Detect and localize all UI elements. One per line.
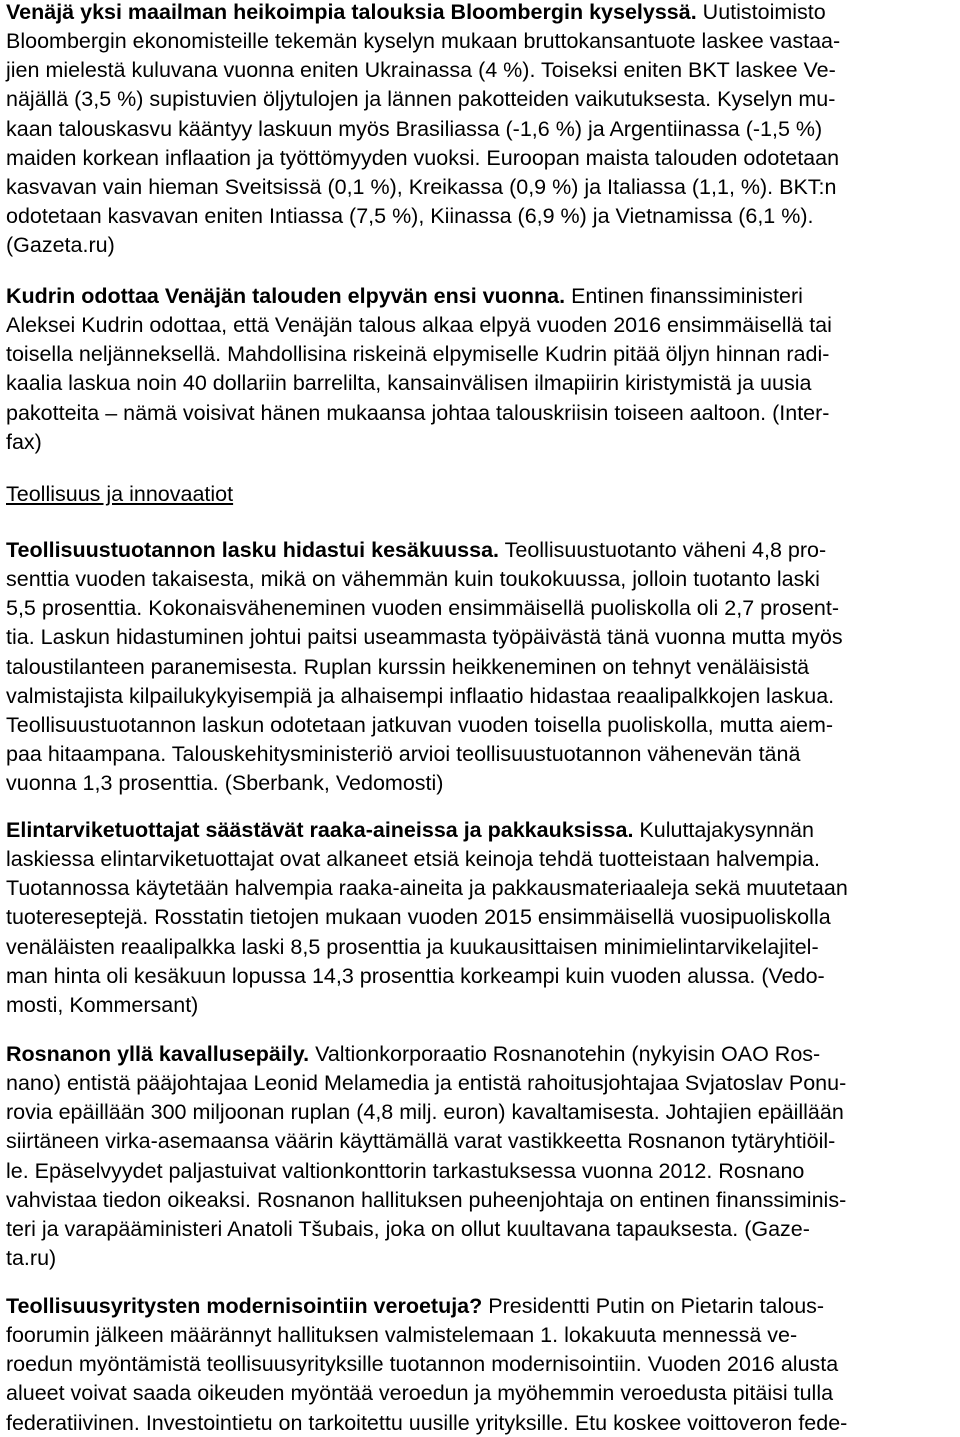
text-line [6, 1186, 846, 1214]
text-line [6, 1157, 804, 1185]
text-line [6, 428, 42, 456]
body-text: maiden korkean inflaation ja työttömyyden vuoksi. Euroopan maista talouden odotetaan [6, 145, 840, 170]
text-line [6, 1409, 847, 1437]
body-text: Aleksei Kudrin odottaa, että Venäjän talous alkaa elpyä vuoden 2016 ensimmäisellä tai [6, 313, 832, 338]
text-line [6, 711, 833, 739]
text-line [6, 874, 848, 902]
text-line [6, 231, 115, 259]
text-line [6, 903, 831, 931]
body-text: Tuotannossa käytetään halvempia raaka-aineita ja pakkausmateriaaleja sekä muutetaan [6, 876, 848, 901]
body-text: tia. Laskun hidastuminen johtui paitsi useammasta työpäivästä tänä vuonna mutta myös [6, 625, 843, 650]
text-line [6, 480, 233, 508]
text-line [6, 1098, 844, 1126]
text-line [6, 682, 834, 710]
body-text: 5,5 prosenttia. Kokonaisväheneminen vuoden ensimmäisellä puoliskolla oli 2,7 prosent- [6, 596, 840, 621]
headline: Elintarviketuottajat säästävät raaka-aineissa ja pakkauksissa. [6, 818, 634, 842]
body-text: fax) [6, 429, 42, 454]
text-line [6, 0, 826, 26]
headline: Kudrin odottaa Venäjän talouden elpyvän ensi vuonna. [6, 284, 566, 308]
body-text: kasvavan vain hieman Sveitsissä (0,1 %), Kreikassa (0,9 %) ja Italiassa (1,1, %). BKT:n [6, 174, 837, 199]
body-text: Teollisuustuotanto väheni 4,8 pro- [499, 538, 827, 562]
body-text: paa hitaampana. Talouskehitysministeriö arvioi teollisuustuotannon vähenevän tänä [6, 742, 801, 767]
text-line [6, 369, 811, 397]
body-text: Entinen finanssiministeri [565, 284, 803, 308]
body-text: taloustilanteen paranemisesta. Ruplan kurssin heikkeneminen on tehnyt venäläisistä [6, 654, 810, 679]
body-text: Bloombergin ekonomisteille tekemän kyselyn mukaan bruttokansantuote laskee vastaa- [6, 29, 841, 54]
text-line [6, 1350, 838, 1378]
body-text: (Gazeta.ru) [6, 233, 115, 258]
text-line [6, 740, 800, 768]
text-line [6, 565, 820, 593]
body-text: Teollisuustuotannon laskun odotetaan jatkuvan vuoden toisella puoliskolla, mutta aiem- [6, 712, 834, 737]
text-line [6, 1040, 820, 1068]
body-text: vuonna 1,3 prosenttia. (Sberbank, Vedomosti) [6, 771, 444, 796]
text-line [6, 816, 814, 844]
text-line [6, 1215, 810, 1243]
body-text: venäläisten reaalipalkka laski 8,5 prosenttia ja kuukausittaisen minimielintarvikelajitel- [6, 934, 819, 959]
body-text: pakotteita – nämä voisivat hänen mukaansa johtaa talouskriisin toiseen aaltoon. (Inter- [6, 400, 830, 425]
body-text: siirtäneen virka-asemaansa väärin käyttämällä varat vastikkeetta Rosnanon tytäryhtiöil- [6, 1129, 836, 1154]
body-text: mosti, Kommersant) [6, 992, 199, 1017]
body-text: toisella neljänneksellä. Mahdollisina riskeinä elpymiselle Kudrin pitää öljyn hinnan radi- [6, 342, 830, 367]
text-line [6, 85, 835, 113]
text-line [6, 202, 813, 230]
body-text: foorumin jälkeen määrännyt hallituksen valmistelemaan 1. lokakuuta mennessä ve- [6, 1323, 798, 1348]
body-text: tuotereseptejä. Rosstatin tietojen mukaan vuoden 2015 ensimmäisellä vuosipuoliskolla [6, 905, 831, 930]
body-text: man hinta oli kesäkuun lopussa 14,3 prosenttia korkeampi kuin vuoden alussa. (Vedo- [6, 963, 825, 988]
body-text: rovia epäillään 300 miljoonan ruplan (4,8 milj. euron) kavaltamisesta. Johtajien epäillään [6, 1100, 844, 1125]
headline: Rosnanon yllä kavallusepäily. [6, 1042, 310, 1066]
body-text: Uutistoimisto [696, 0, 826, 24]
text-line [6, 845, 820, 873]
text-line [6, 1379, 833, 1407]
body-text: valmistajista kilpailukykyisempiä ja alhaisempi inflaatio hidastaa reaalipalkkojen laskua. [6, 683, 835, 708]
text-line [6, 340, 829, 368]
body-text: roedun myöntämistä teollisuusyrityksille tuotannon modernisointiin. Vuoden 2016 alusta [6, 1352, 839, 1377]
body-text: odotetaan kasvavan eniten Intiassa (7,5 %), Kiinassa (6,9 %) ja Vietnamissa (6,1 %). [6, 204, 814, 229]
section-heading: Teollisuus ja innovaatiot [6, 482, 234, 506]
body-text: Presidentti Putin on Pietarin talous- [482, 1294, 825, 1318]
text-line [6, 1244, 56, 1272]
body-text: vahvistaa tiedon oikeaksi. Rosnanon hallituksen puheenjohtaja on entinen finanssiminis- [6, 1187, 847, 1212]
text-line [6, 594, 839, 622]
body-text: senttia vuoden takaisesta, mikä on vähemmän kuin toukokuussa, jolloin tuotanto laski [6, 567, 820, 592]
text-line [6, 962, 825, 990]
text-line [6, 991, 198, 1019]
text-line [6, 27, 840, 55]
body-text: alueet voivat saada oikeuden myöntää veroedun ja myöhemmin veroedusta pitäisi tulla [6, 1381, 834, 1406]
text-line [6, 1292, 824, 1320]
headline: Teollisuusyritysten modernisointiin veroetuja? [6, 1294, 483, 1318]
body-text: federatiivinen. Investointietu on tarkoitettu uusille yrityksille. Etu koskee voittoveron fede- [6, 1410, 848, 1435]
text-line [6, 653, 809, 681]
text-line [6, 1127, 835, 1155]
body-text: kaalia laskua noin 40 dollariin barrelilta, kansainvälisen ilmapiirin kiristymistä ja uusia [6, 371, 812, 396]
body-text: Kuluttajakysynnän [633, 818, 814, 842]
body-text: le. Epäselvyydet paljastuivat valtionkonttorin tarkastuksessa vuonna 2012. Rosnano [6, 1158, 805, 1183]
body-text: Valtionkorporaatio Rosnanotehin (nykyisin OAO Ros- [309, 1042, 821, 1066]
text-line [6, 282, 803, 310]
body-text: ta.ru) [6, 1246, 57, 1271]
body-text: näjällä (3,5 %) supistuvien öljytulojen ja lännen pakotteiden vaikutuksesta. Kyselyn mu- [6, 87, 836, 112]
text-line [6, 144, 839, 172]
text-line [6, 311, 832, 339]
text-line [6, 115, 822, 143]
text-line [6, 623, 843, 651]
body-text: nano) entistä pääjohtajaa Leonid Melamedia ja entistä rahoitusjohtajaa Svjatoslav Ponu- [6, 1071, 847, 1096]
text-line [6, 769, 443, 797]
text-line [6, 536, 826, 564]
headline: Venäjä yksi maailman heikoimpia talouksia Bloombergin kyselyssä. [6, 0, 697, 24]
body-text: laskiessa elintarviketuottajat ovat alkaneet etsiä keinoja tehdä tuotteistaan halvempia. [6, 847, 820, 872]
body-text: kaan talouskasvu kääntyy laskuun myös Brasiliassa (-1,6 %) ja Argentiinassa (-1,5 %) [6, 116, 823, 141]
text-line [6, 173, 836, 201]
text-line [6, 933, 819, 961]
text-line [6, 1069, 846, 1097]
headline: Teollisuustuotannon lasku hidastui kesäkuussa. [6, 538, 500, 562]
text-line [6, 399, 829, 427]
text-line [6, 1321, 797, 1349]
body-text: teri ja varapääministeri Anatoli Tšubais, joka on ollut kuultavana tapauksesta. (Gaze- [6, 1216, 810, 1241]
body-text: jien mielestä kuluvana vuonna eniten Ukrainassa (4 %). Toiseksi eniten BKT laskee Ve- [6, 58, 836, 83]
text-line [6, 56, 836, 84]
